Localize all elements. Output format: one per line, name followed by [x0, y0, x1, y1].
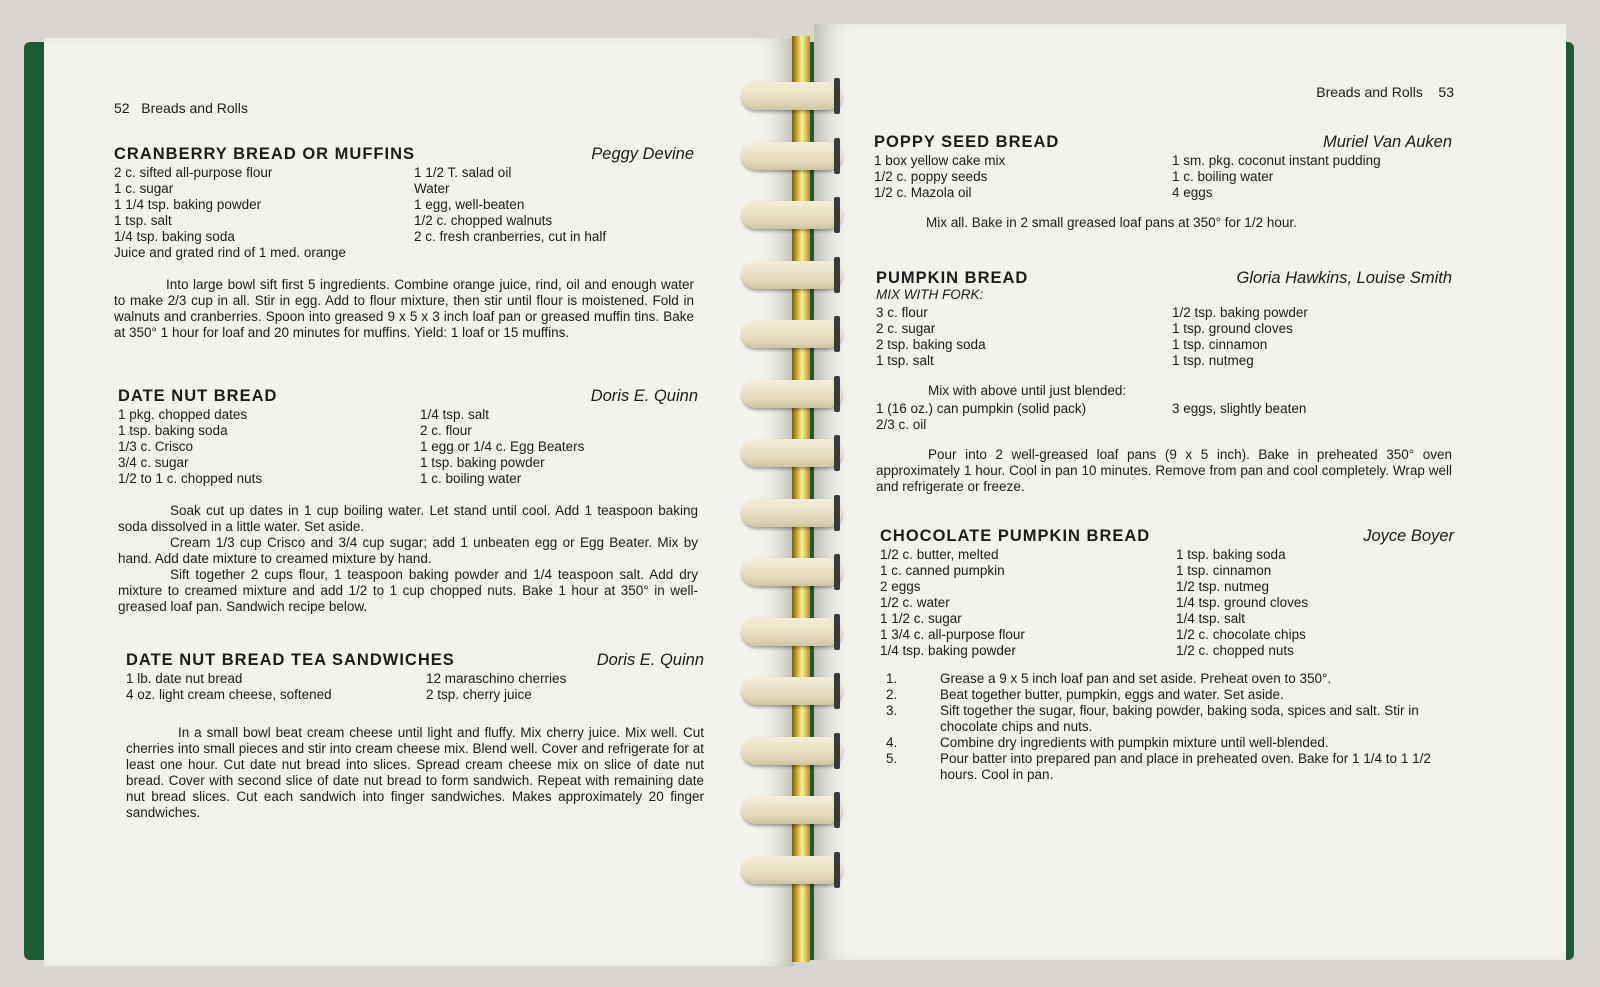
page-number: 52 — [114, 100, 130, 116]
ingredient: 2 eggs — [880, 579, 921, 594]
recipe-date-nut-tea-sandwiches — [126, 652, 704, 821]
binding-ring — [742, 439, 842, 467]
ingredient: 1/4 tsp. salt — [1176, 611, 1246, 626]
ingredient: 2 c. sugar — [876, 321, 936, 336]
binding-ring — [742, 82, 842, 110]
ingredient: 1/2 tsp. nutmeg — [1176, 579, 1270, 594]
recipe-steps — [880, 671, 1454, 783]
ingredient: 1 1/2 c. sugar — [880, 611, 962, 626]
ingredient: 1/2 c. Mazola oil — [874, 185, 972, 200]
binding-ring — [742, 499, 842, 527]
ingredient: 1 box yellow cake mix — [874, 153, 1006, 168]
ingredient: 1/3 c. Crisco — [118, 439, 194, 454]
ingredient: 2 c. sifted all-purpose flour — [114, 165, 273, 180]
page-header — [114, 100, 248, 116]
binding-ring — [742, 201, 842, 229]
recipe-title: CHOCOLATE PUMPKIN BREAD — [880, 527, 1151, 545]
binding-ring-end — [834, 316, 840, 352]
recipe-title: DATE NUT BREAD TEA SANDWICHES — [126, 651, 455, 669]
step-number: 5. — [886, 751, 898, 766]
recipe-author: Gloria Hawkins, Louise Smith — [1236, 269, 1452, 287]
binding-ring-end — [834, 376, 840, 412]
step-text: Beat together butter, pumpkin, eggs and water. Set aside. — [940, 687, 1284, 702]
ingredient: 2 c. fresh cranberries, cut in half — [414, 229, 607, 244]
binding-ring — [742, 558, 842, 586]
ingredient: 1/2 c. water — [880, 595, 950, 610]
binding-ring — [742, 320, 842, 348]
recipe-date-nut-bread — [118, 388, 698, 615]
recipe-author: Joyce Boyer — [1363, 527, 1454, 545]
recipe-title: POPPY SEED BREAD — [874, 133, 1060, 151]
ingredient: 12 maraschino cherries — [426, 671, 567, 686]
mix-note: Mix with above until just blended: — [928, 383, 1127, 398]
step-text: Combine dry ingredients with pumpkin mixture until well-blended. — [940, 735, 1329, 750]
recipe-directions: Into large bowl sift first 5 ingredients. Combine orange juice, rind, oil and enough water to make 2/3 cup in all. Stir in egg. Add to flour mixture, then stir until flour is moistened. Fold in walnuts and cranberries. Spoon into greased 9 x 5 x 3 inch loaf pan or greased muffin tins. Bake at 350° 1 hour for loaf and 20 minutes for muffins. Yield: 1 loaf or 15 muffins. — [114, 277, 694, 340]
ingredient: 1 3/4 c. all-purpose flour — [880, 627, 1025, 642]
recipe-cranberry-bread — [114, 146, 694, 341]
ingredient: 1 lb. date nut bread — [126, 671, 243, 686]
step-number: 1. — [886, 671, 898, 686]
ingredient: 1 c. boiling water — [420, 471, 522, 486]
recipe-author: Peggy Devine — [591, 145, 694, 163]
binding-ring — [742, 142, 842, 170]
ingredient: 1/2 tsp. baking powder — [1172, 305, 1308, 320]
recipe-directions: Cream 1/3 cup Crisco and 3/4 cup sugar; add 1 unbeaten egg or Egg Beater. Mix by hand. Add date mixture to creamed mixture by hand. — [118, 535, 698, 566]
binding-ring-end — [834, 733, 840, 769]
ingredients-left — [118, 407, 420, 487]
recipe-directions: Soak cut up dates in 1 cup boiling water. Let stand until cool. Add 1 teaspoon baking soda dissolved in a little water. Set aside. — [118, 503, 698, 534]
ingredient: 1 egg, well-beaten — [414, 197, 525, 212]
ingredients-right — [420, 407, 584, 487]
ingredient: 1/2 to 1 c. chopped nuts — [118, 471, 263, 486]
ingredients-left — [876, 401, 1172, 433]
binding-ring — [742, 737, 842, 765]
binding-ring — [742, 261, 842, 289]
binding-ring-end — [834, 852, 840, 888]
ingredients-right — [414, 165, 606, 261]
ingredients-right — [1176, 547, 1308, 659]
recipe-title: CRANBERRY BREAD OR MUFFINS — [114, 145, 416, 163]
ingredients-left — [876, 305, 1172, 369]
ingredient: 1 tsp. baking soda — [118, 423, 228, 438]
ingredient: 1 c. canned pumpkin — [880, 563, 1005, 578]
ingredients-left — [880, 547, 1176, 659]
ingredient: 1 tsp. nutmeg — [1172, 353, 1254, 368]
step-number: 2. — [886, 687, 898, 702]
ingredient: 4 oz. light cream cheese, softened — [126, 687, 332, 702]
step-number: 4. — [886, 735, 898, 750]
step-text: Sift together the sugar, flour, baking powder, baking soda, spices and salt. Stir in chocolate chips and nuts. — [940, 703, 1419, 734]
step-number: 3. — [886, 703, 898, 718]
ingredients-left — [874, 153, 1172, 201]
binding-ring — [742, 380, 842, 408]
right-page — [814, 24, 1566, 960]
binding-ring — [742, 856, 842, 884]
ingredient: 2 c. flour — [420, 423, 472, 438]
binding-ring — [742, 677, 842, 705]
ingredient: 1 sm. pkg. coconut instant pudding — [1172, 153, 1381, 168]
ingredient: 1/2 c. chocolate chips — [1176, 627, 1306, 642]
binding-ring — [742, 796, 842, 824]
recipe-directions: Pour into 2 well-greased loaf pans (9 x 5 inch). Bake in preheated 350° oven approximately 1 hour. Cool in pan 10 minutes. Remove from pan and cool completely. Wrap well and refrigerate or freeze. — [876, 447, 1452, 494]
ingredient: 1/2 c. butter, melted — [880, 547, 999, 562]
section-title: Breads and Rolls — [141, 100, 248, 116]
ingredient: 1 egg or 1/4 c. Egg Beaters — [420, 439, 585, 454]
recipe-title: PUMPKIN BREAD — [876, 269, 1029, 287]
ingredient: 1 tsp. cinnamon — [1176, 563, 1272, 578]
ingredient: 1 c. sugar — [114, 181, 174, 196]
step — [880, 687, 1454, 703]
ingredient: 1 tsp. baking soda — [1176, 547, 1286, 562]
ingredients-left — [114, 165, 414, 261]
step-text: Pour batter into prepared pan and place in preheated oven. Bake for 1 1/4 to 1 1/2 hours. Cool in pan. — [940, 751, 1431, 782]
ingredient: 1 (16 oz.) can pumpkin (solid pack) — [876, 401, 1087, 416]
page-header — [1316, 84, 1454, 100]
recipe-author: Doris E. Quinn — [596, 651, 704, 669]
ingredient: 1 tsp. salt — [114, 213, 172, 228]
ingredient: 1 tsp. salt — [876, 353, 934, 368]
ingredient: 1 1/4 tsp. baking powder — [114, 197, 262, 212]
ingredients-right — [1172, 305, 1308, 369]
binding-ring-end — [834, 673, 840, 709]
ingredient: 1/4 tsp. salt — [420, 407, 490, 422]
step — [880, 671, 1454, 687]
ingredient: 1 1/2 T. salad oil — [414, 165, 512, 180]
ingredient: 4 eggs — [1172, 185, 1213, 200]
binding-ring — [742, 618, 842, 646]
recipe-author: Doris E. Quinn — [590, 387, 698, 405]
ingredient: 3/4 c. sugar — [118, 455, 189, 470]
ingredient: 1/2 c. chopped walnuts — [414, 213, 553, 228]
recipe-directions: Sift together 2 cups flour, 1 teaspoon baking powder and 1/4 teaspoon salt. Add dry mixture to creamed mixture and add 1/2 to 1 cup chopped nuts. Bake 1 hour at 350° in well-greased loaf pan. Sandwich recipe below. — [118, 567, 698, 614]
ingredient: 2 tsp. cherry juice — [426, 687, 532, 702]
ingredient: 2/3 c. oil — [876, 417, 927, 432]
binding-ring-end — [834, 614, 840, 650]
step — [880, 735, 1454, 751]
ingredient: 1/2 c. chopped nuts — [1176, 643, 1294, 658]
binding-ring-end — [834, 197, 840, 233]
binding-ring-end — [834, 435, 840, 471]
recipe-directions: In a small bowl beat cream cheese until light and fluffy. Mix cherry juice. Mix well. Cut cherries into small pieces and stir into cream cheese mix. Blend well. Cover and refrigerate for at least one hour. Cut date nut bread into slices. Spread cream cheese mix on slice of date nut bread. Cover with second slice of date nut bread to form sandwich. Repeat with remaining date nut bread slices. Cut each sandwich into finger sandwiches. Makes approximately 20 finger sandwiches. — [126, 725, 704, 820]
recipe-subhead: MIX WITH FORK: — [876, 287, 984, 302]
ingredient: 1 pkg. chopped dates — [118, 407, 248, 422]
ingredient: 1 tsp. ground cloves — [1172, 321, 1293, 336]
recipe-poppy-seed-bread — [874, 134, 1452, 231]
ingredient: 1 tsp. cinnamon — [1172, 337, 1268, 352]
left-page — [44, 38, 794, 966]
ingredients-right — [426, 671, 566, 703]
ingredient: 1/4 tsp. baking soda — [114, 229, 235, 244]
ingredient: 3 c. flour — [876, 305, 928, 320]
ingredient: 1/2 c. poppy seeds — [874, 169, 988, 184]
binding-ring-end — [834, 554, 840, 590]
binding-ring-end — [834, 78, 840, 114]
ingredient: Water — [414, 181, 450, 196]
ingredient: 2 tsp. baking soda — [876, 337, 986, 352]
page-number: 53 — [1438, 84, 1454, 100]
recipe-chocolate-pumpkin-bread — [880, 528, 1454, 783]
ingredient: 1/4 tsp. baking powder — [880, 643, 1016, 658]
step — [880, 703, 1454, 735]
binding-ring-end — [834, 138, 840, 174]
binding-ring-end — [834, 495, 840, 531]
recipe-title: DATE NUT BREAD — [118, 387, 278, 405]
recipe-pumpkin-bread — [876, 270, 1452, 495]
ingredient: 1 tsp. baking powder — [420, 455, 545, 470]
step — [880, 751, 1454, 783]
recipe-author: Muriel Van Auken — [1322, 133, 1452, 151]
ingredient: 3 eggs, slightly beaten — [1172, 401, 1307, 416]
binding-ring-end — [834, 257, 840, 293]
ingredient: 1 c. boiling water — [1172, 169, 1274, 184]
step-text: Grease a 9 x 5 inch loaf pan and set aside. Preheat oven to 350°. — [940, 671, 1332, 686]
ingredient: 1/4 tsp. ground cloves — [1176, 595, 1309, 610]
ingredient: Juice and grated rind of 1 med. orange — [114, 245, 346, 260]
ingredients-right — [1172, 401, 1306, 433]
binding-ring-end — [834, 792, 840, 828]
ingredients-left — [126, 671, 426, 703]
section-title: Breads and Rolls — [1316, 84, 1423, 100]
ingredients-right — [1172, 153, 1381, 201]
recipe-directions: Mix all. Bake in 2 small greased loaf pans at 350° for 1/2 hour. — [926, 215, 1297, 230]
